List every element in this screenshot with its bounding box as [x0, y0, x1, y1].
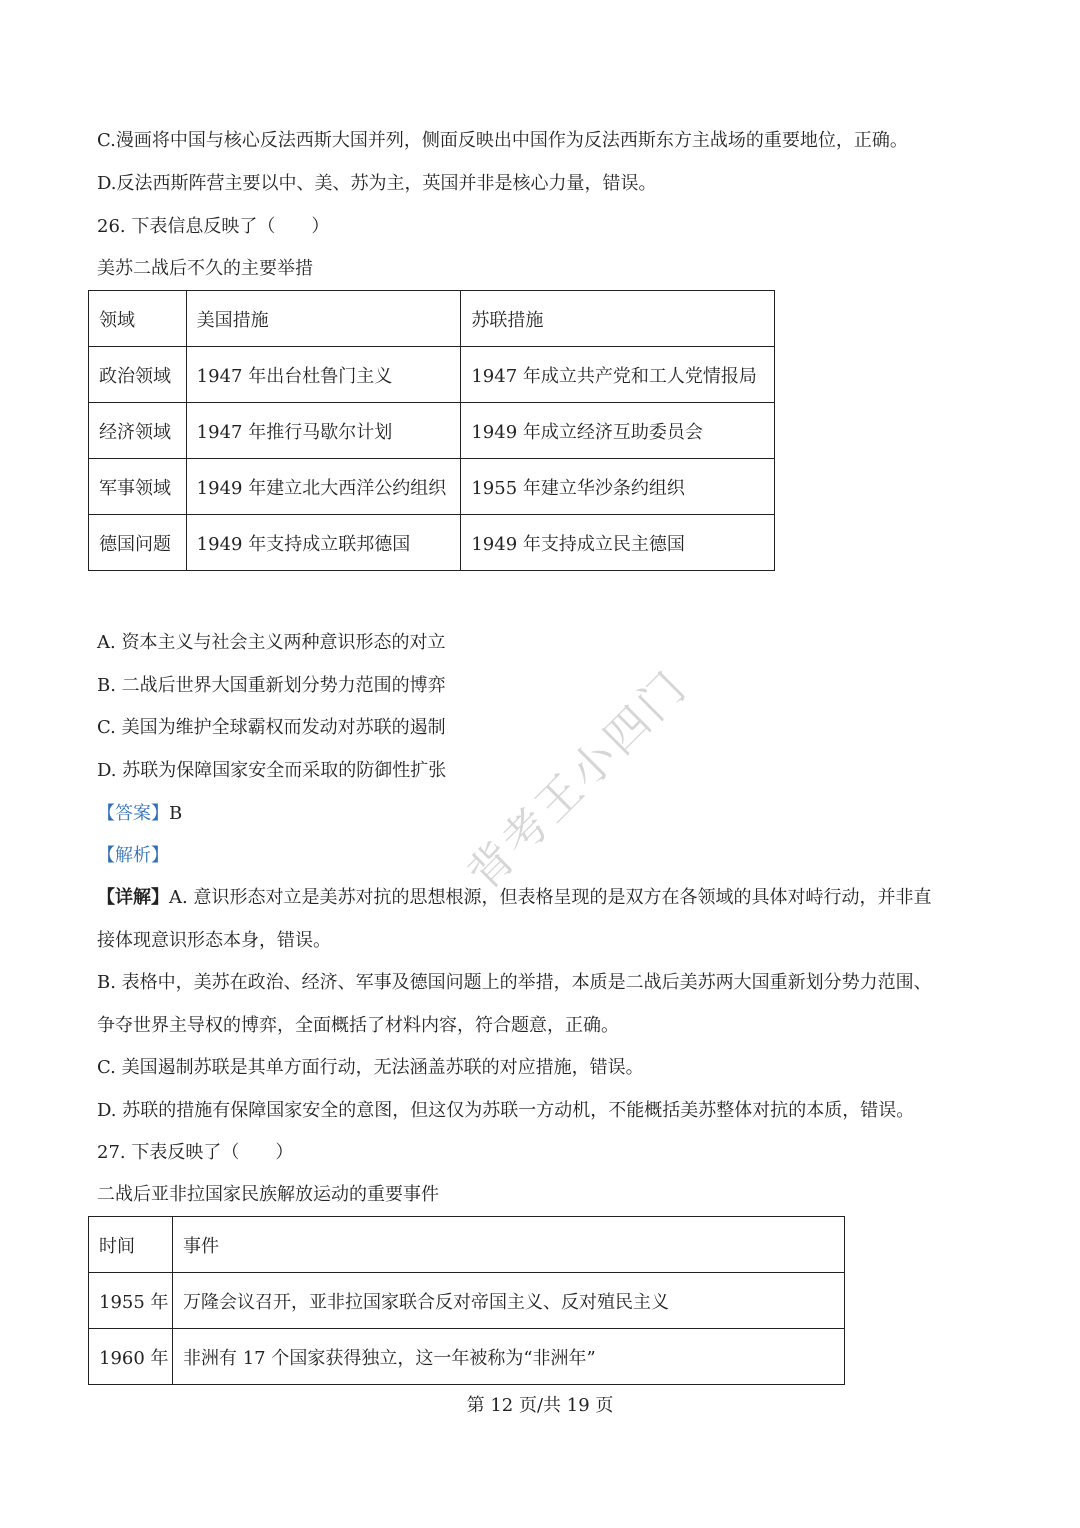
detail-a-text: A. 意识形态对立是美苏对抗的思想根源，但表格呈现的是双方在各领域的具体对峙行动，并非直	[169, 887, 932, 908]
table-cell: 1949 年成立经济互助委员会	[461, 403, 775, 459]
table-row	[89, 515, 775, 571]
answer-value: B	[169, 803, 183, 824]
table-cell: 德国问题	[89, 515, 187, 571]
detail-b-line-2: 争夺世界主导权的博弈，全面概括了材料内容，符合题意，正确。	[97, 1015, 619, 1036]
detail-a-line-1	[97, 885, 931, 911]
analysis-tag: 【解析】	[97, 845, 169, 866]
table-cell: 1949 年支持成立民主德国	[461, 515, 775, 571]
page-number-footer: 第 12 页/共 19 页	[466, 1395, 614, 1416]
watermark: 背考王小四门	[458, 660, 699, 901]
table-row	[89, 347, 775, 403]
q27-table-caption: 二战后亚非拉国家民族解放运动的重要事件	[97, 1184, 439, 1205]
detail-c: C. 美国遏制苏联是其单方面行动，无法涵盖苏联的对应措施，错误。	[97, 1057, 644, 1078]
detail-a-line-2: 接体现意识形态本身，错误。	[97, 930, 331, 951]
table-row	[89, 459, 775, 515]
q26-option-b: B. 二战后世界大国重新划分势力范围的博弈	[97, 675, 446, 696]
table-cell: 1960 年	[89, 1329, 173, 1385]
table-header-row	[89, 291, 775, 347]
table-header-cell: 时间	[89, 1217, 173, 1273]
table-cell: 军事领域	[89, 459, 187, 515]
answer-tag: 【答案】	[97, 803, 169, 824]
table-cell: 1949 年支持成立联邦德国	[186, 515, 461, 571]
q26-table	[88, 290, 775, 571]
q26-table-caption: 美苏二战后不久的主要举措	[97, 258, 313, 279]
q26-option-a: A. 资本主义与社会主义两种意识形态的对立	[97, 632, 446, 653]
table-header-cell: 事件	[172, 1217, 844, 1273]
table-cell: 经济领域	[89, 403, 187, 459]
table-cell: 政治领域	[89, 347, 187, 403]
q26-option-c: C. 美国为维护全球霸权而发动对苏联的遏制	[97, 717, 446, 738]
table-row	[89, 1329, 845, 1385]
q26-stem: 26. 下表信息反映了（ ）	[97, 216, 330, 237]
table-cell: 1947 年推行马歇尔计划	[186, 403, 461, 459]
table-header-cell: 领域	[89, 291, 187, 347]
prev-option-c-analysis: C.漫画将中国与核心反法西斯大国并列，侧面反映出中国作为反法西斯东方主战场的重要地位，正确。	[97, 130, 908, 151]
table-cell: 1947 年出台杜鲁门主义	[186, 347, 461, 403]
detail-b-line-1: B. 表格中，美苏在政治、经济、军事及德国问题上的举措，本质是二战后美苏两大国重新划分势力范围、	[97, 972, 932, 993]
table-cell: 非洲有 17 个国家获得独立，这一年被称为“非洲年”	[172, 1329, 844, 1385]
q27-stem: 27. 下表反映了（ ）	[97, 1142, 294, 1163]
detail-tag: 【详解】	[97, 887, 169, 908]
q27-table	[88, 1216, 845, 1385]
table-header-row	[89, 1217, 845, 1273]
prev-option-d-analysis: D.反法西斯阵营主要以中、美、苏为主，英国并非是核心力量，错误。	[97, 173, 657, 194]
table-cell: 1949 年建立北大西洋公约组织	[186, 459, 461, 515]
detail-d: D. 苏联的措施有保障国家安全的意图，但这仅为苏联一方动机，不能概括美苏整体对抗的本质，错误。	[97, 1100, 915, 1121]
q26-option-d: D. 苏联为保障国家安全而采取的防御性扩张	[97, 760, 447, 781]
table-header-cell: 苏联措施	[461, 291, 775, 347]
table-cell: 1955 年	[89, 1273, 173, 1329]
table-header-cell: 美国措施	[186, 291, 461, 347]
table-cell: 万隆会议召开，亚非拉国家联合反对帝国主义、反对殖民主义	[172, 1273, 844, 1329]
q26-answer	[97, 801, 182, 827]
table-row	[89, 1273, 845, 1329]
table-row	[89, 403, 775, 459]
table-cell: 1947 年成立共产党和工人党情报局	[461, 347, 775, 403]
table-cell: 1955 年建立华沙条约组织	[461, 459, 775, 515]
